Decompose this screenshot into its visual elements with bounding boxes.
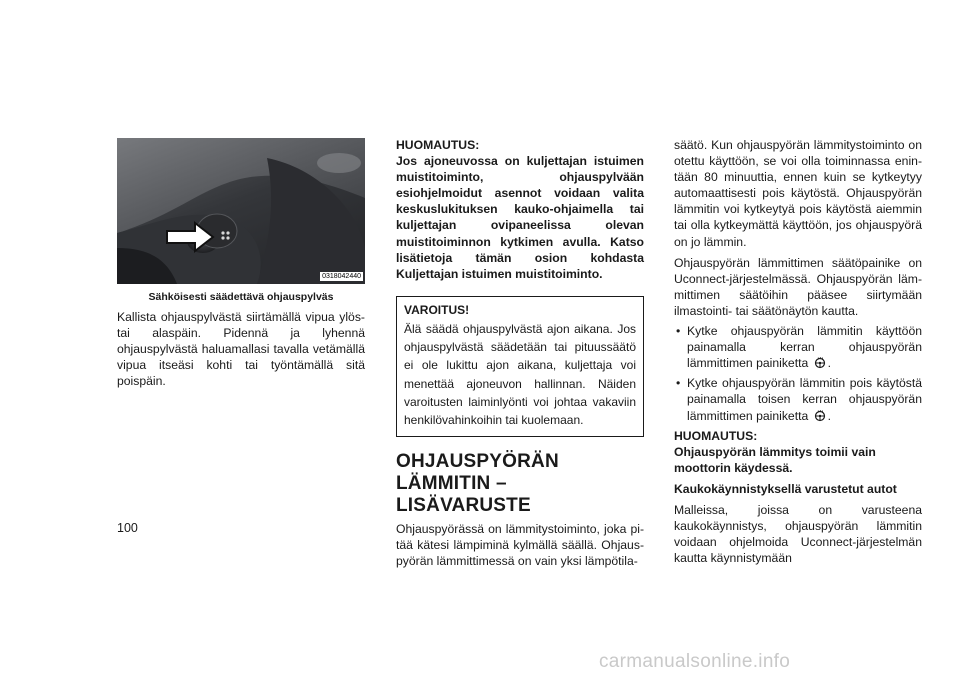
period: . (827, 356, 832, 371)
figure-code: 0318042440 (322, 273, 361, 280)
bullet-icon: • (676, 324, 681, 339)
note-title: HUOMAUTUS: (396, 138, 480, 152)
footer-watermark: carmanualsonline.info (599, 651, 791, 672)
steering-column-photo (117, 138, 365, 284)
note-body: Ohjauspyörän lämmitys toimii vain moottorin käydessä. (674, 444, 876, 475)
period: . (827, 408, 832, 423)
bullet-text-on: Kytke ohjauspyörän lämmitin käyttöön painamalla kerran ohjauspyörän lämmittimen painiketta (687, 324, 922, 371)
heated-steering-wheel-icon (814, 357, 826, 369)
bullet-text-off: Kytke ohjauspyörän lämmitin pois käytöstä painamalla toisen kerran ohjauspyörän lämmittimen painiketta (687, 376, 922, 423)
note-title: HUOMAUTUS: (674, 428, 758, 443)
column-left (117, 138, 365, 389)
column-middle (396, 137, 644, 570)
page-number: 100 (117, 521, 138, 535)
paragraph-heater-intro: Ohjauspyörässä on lämmitystoiminto, joka pitää kätesi lämpiminä kylmällä säällä. Ohjauspyörän lämmittimessä on vain yksi lämpötila- (396, 522, 644, 569)
warning-box (396, 296, 644, 437)
steering-column-illustration (117, 138, 365, 284)
bullet-icon: • (676, 376, 681, 391)
paragraph-heater-timer: säätö. Kun ohjauspyörän lämmitystoiminto on otettu käyttöön, se voi olla toiminnassa enintään 80 minuuttia, ennen kuin se kytkeytyy automaattisesti pois käytöstä. Ohjauspyörän lämmitin voi kytkeytyä pois käytöstä aiemmin tai olla kytkeymättä käyttöön, jos ohjauspyörä on jo lämmin. (674, 138, 922, 249)
warning-title: VAROITUS! (404, 302, 470, 317)
warning-body: Älä säädä ohjauspylvästä ajon aikana. Jos ohjauspylvästä säädetään tai pituussäätö ei ole lukittu ajon aikana, kuljettaja voi menettää ajoneuvon hallinnan. Näiden varoitusten laiminlyönti voi johtaa vakaviin henkilövahinkoihin tai kuolemaan. (404, 322, 636, 428)
paragraph-heater-button: Ohjauspyörän lämmittimen säätöpainike on Uconnect-järjestelmässä. Ohjauspyörän lämmittimen säätöihin pääsee siirtymään ilmastointi- tai säätönäytön kautta. (674, 255, 922, 318)
paragraph-tilt: Kallista ohjauspylvästä siirtämällä vipua ylös- tai alaspäin. Pidennä ja lyhennä ohjauspylvästä haluamallasi tavalla vetämällä vipua itseäsi kohti tai työntämällä sitä poispäin. (117, 310, 365, 389)
figure-caption: Sähköisesti säädettävä ohjauspylväs (148, 291, 334, 303)
subheading-remote-start: Kaukokäynnistyksellä varustetut autot (674, 481, 897, 496)
section-heading: OHJAUSPYÖRÄN LÄMMITIN – LISÄVARUSTE (396, 451, 559, 517)
list-item (674, 375, 922, 423)
list-item (674, 323, 922, 371)
paragraph-remote-start: Malleissa, joissa on varusteena kaukokäynnistys, ohjauspyörän lämmitin voidaan ohjelmoida Uconnect-järjestelmän kautta käynnistymään (674, 502, 922, 566)
column-right (674, 137, 922, 566)
note-body: Jos ajoneuvossa on kuljettajan istuimen muistitoiminto, ohjauspylvään esiohjelmoidut asennot voidaan valita keskuslukituksen kauko-ohjaimella tai kuljettajan ovipaneelissa olevan muistitoiminnon kytkimen avulla. Katso lisätietoja tämän osion kohdasta Kuljettajan istuimen muistitoiminto. (396, 154, 644, 281)
heated-steering-wheel-icon (814, 410, 826, 422)
